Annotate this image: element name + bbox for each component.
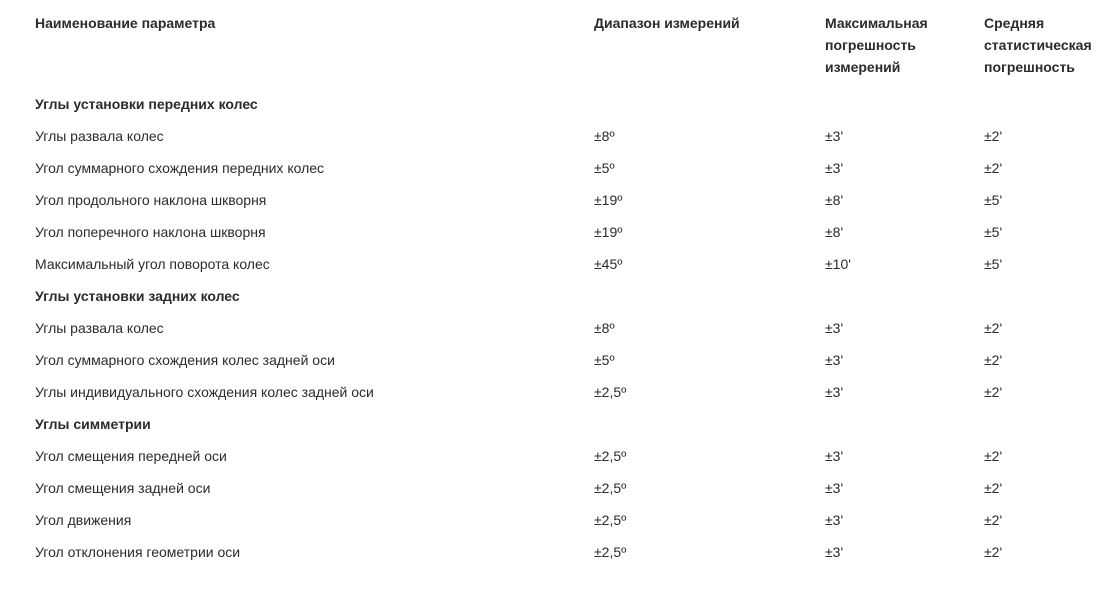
param-name: Угол поперечного наклона шкворня bbox=[35, 224, 266, 240]
range-value: ±8º bbox=[594, 128, 615, 144]
table-row bbox=[35, 216, 1105, 248]
table-row bbox=[35, 472, 1105, 504]
param-name: Максимальный угол поворота колес bbox=[35, 256, 270, 272]
table-body bbox=[35, 88, 1105, 568]
specifications-table bbox=[35, 12, 1105, 568]
section-heading-row bbox=[35, 408, 1105, 440]
max-error-value: ±3' bbox=[825, 128, 844, 144]
section-title: Углы симметрии bbox=[35, 416, 151, 432]
avg-error-value: ±2' bbox=[984, 352, 1003, 368]
param-name: Угол суммарного схождения колес задней оси bbox=[35, 352, 335, 368]
max-error-value: ±3' bbox=[825, 448, 844, 464]
range-value: ±5º bbox=[594, 352, 615, 368]
table-header bbox=[35, 12, 1105, 88]
header-max-error: Максимальная погрешность измерений bbox=[825, 15, 928, 75]
range-value: ±19º bbox=[594, 224, 623, 240]
table-row bbox=[35, 504, 1105, 536]
table-row bbox=[35, 184, 1105, 216]
param-name: Угол отклонения геометрии оси bbox=[35, 544, 241, 560]
param-name: Углы индивидуального схождения колес задней оси bbox=[35, 384, 374, 400]
max-error-value: ±3' bbox=[825, 384, 844, 400]
range-value: ±45º bbox=[594, 256, 623, 272]
param-name: Угол смещения задней оси bbox=[35, 480, 211, 496]
table-row bbox=[35, 536, 1105, 568]
section-heading-row bbox=[35, 88, 1105, 120]
avg-error-value: ±2' bbox=[984, 384, 1003, 400]
avg-error-value: ±2' bbox=[984, 160, 1003, 176]
param-name: Угол движения bbox=[35, 512, 132, 528]
table-row bbox=[35, 344, 1105, 376]
max-error-value: ±3' bbox=[825, 352, 844, 368]
avg-error-value: ±5' bbox=[984, 192, 1003, 208]
section-title: Углы установки задних колес bbox=[35, 288, 240, 304]
avg-error-value: ±2' bbox=[984, 480, 1003, 496]
header-avg-error: Средняя статистическая погрешность bbox=[984, 15, 1092, 75]
table-row bbox=[35, 152, 1105, 184]
param-name: Угол смещения передней оси bbox=[35, 448, 227, 464]
max-error-value: ±3' bbox=[825, 160, 844, 176]
max-error-value: ±3' bbox=[825, 512, 844, 528]
avg-error-value: ±2' bbox=[984, 128, 1003, 144]
range-value: ±2,5º bbox=[594, 480, 627, 496]
table-row bbox=[35, 376, 1105, 408]
avg-error-value: ±2' bbox=[984, 448, 1003, 464]
param-name: Углы развала колес bbox=[35, 128, 164, 144]
param-name: Угол продольного наклона шкворня bbox=[35, 192, 267, 208]
range-value: ±2,5º bbox=[594, 448, 627, 464]
max-error-value: ±8' bbox=[825, 192, 844, 208]
param-name: Углы развала колес bbox=[35, 320, 164, 336]
header-param: Наименование параметра bbox=[35, 15, 216, 31]
range-value: ±2,5º bbox=[594, 384, 627, 400]
section-title: Углы установки передних колес bbox=[35, 96, 258, 112]
range-value: ±2,5º bbox=[594, 512, 627, 528]
max-error-value: ±3' bbox=[825, 480, 844, 496]
table-row bbox=[35, 248, 1105, 280]
max-error-value: ±8' bbox=[825, 224, 844, 240]
avg-error-value: ±2' bbox=[984, 544, 1003, 560]
range-value: ±5º bbox=[594, 160, 615, 176]
max-error-value: ±3' bbox=[825, 320, 844, 336]
section-heading-row bbox=[35, 280, 1105, 312]
param-name: Угол суммарного схождения передних колес bbox=[35, 160, 325, 176]
avg-error-value: ±5' bbox=[984, 256, 1003, 272]
range-value: ±2,5º bbox=[594, 544, 627, 560]
range-value: ±8º bbox=[594, 320, 615, 336]
range-value: ±19º bbox=[594, 192, 623, 208]
max-error-value: ±10' bbox=[825, 256, 851, 272]
max-error-value: ±3' bbox=[825, 544, 844, 560]
header-range: Диапазон измерений bbox=[594, 15, 740, 31]
table-row bbox=[35, 312, 1105, 344]
table-row bbox=[35, 440, 1105, 472]
avg-error-value: ±5' bbox=[984, 224, 1003, 240]
avg-error-value: ±2' bbox=[984, 320, 1003, 336]
table-row bbox=[35, 120, 1105, 152]
avg-error-value: ±2' bbox=[984, 512, 1003, 528]
